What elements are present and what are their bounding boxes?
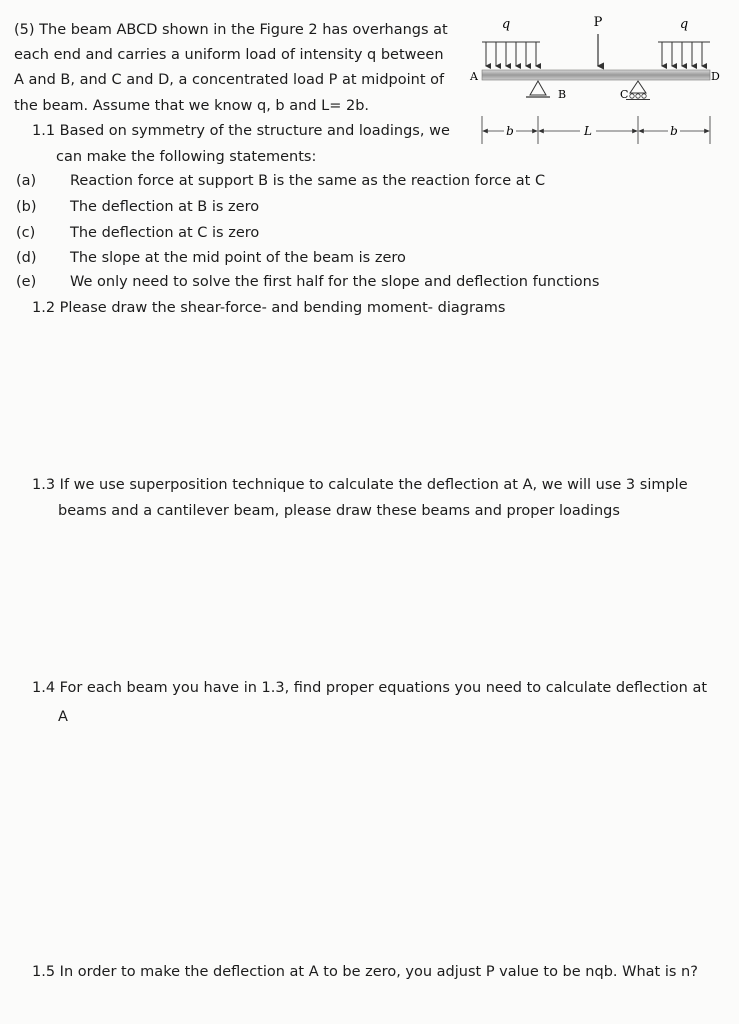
intro-line-1: (5) The beam ABCD shown in the Figure 2 has overhangs at bbox=[14, 22, 448, 38]
p-label: P bbox=[593, 15, 603, 30]
intro-line-3: A and B, and C and D, a concentrated load P at midpoint of bbox=[14, 72, 445, 88]
item-text: The deflection at B is zero bbox=[70, 199, 260, 215]
item-label: (c) bbox=[16, 225, 36, 241]
distributed-load-left bbox=[482, 17, 540, 66]
intro-line-4: the beam. Assume that we know q, b and L= 2b. bbox=[14, 98, 370, 114]
item-text: We only need to solve the first half for the slope and deflection functions bbox=[70, 274, 600, 290]
q12-text: 1.2 Please draw the shear-force- and bending moment- diagrams bbox=[32, 300, 506, 316]
label-b: B bbox=[558, 88, 567, 101]
q15-text: 1.5 In order to make the deflection at A to be zero, you adjust P value to be nqb. What is n? bbox=[32, 964, 698, 980]
label-d: D bbox=[711, 70, 720, 83]
q14-line-1: 1.4 For each beam you have in 1.3, find proper equations you need to calculate deflection at bbox=[32, 680, 708, 696]
intro-line-2: each end and carries a uniform load of intensity q between bbox=[14, 47, 444, 63]
q13-line-2: beams and a cantilever beam, please draw these beams and proper loadings bbox=[58, 503, 620, 519]
dim-l: L bbox=[584, 124, 592, 138]
item-label: (d) bbox=[16, 250, 37, 266]
q-left-label: q bbox=[501, 17, 511, 32]
support-b bbox=[526, 81, 566, 101]
beam-figure bbox=[462, 4, 722, 154]
dimension-lines bbox=[482, 116, 710, 144]
q13-line-1: 1.3 If we use superposition technique to calculate the deflection at A, we will use 3 simple bbox=[32, 477, 688, 493]
support-c bbox=[620, 81, 650, 101]
q-right-label: q bbox=[679, 17, 689, 32]
label-c: C bbox=[620, 88, 629, 101]
dim-b-right: b bbox=[670, 124, 678, 138]
beam bbox=[482, 70, 710, 80]
q11-line-2: can make the following statements: bbox=[56, 149, 317, 165]
dim-b-left: b bbox=[506, 124, 514, 138]
point-load-p bbox=[594, 15, 603, 66]
item-label: (a) bbox=[16, 173, 37, 189]
label-a: A bbox=[470, 70, 478, 83]
item-label: (e) bbox=[16, 274, 37, 290]
item-text: The slope at the mid point of the beam is zero bbox=[70, 250, 406, 266]
q14-line-2: A bbox=[58, 709, 68, 725]
item-label: (b) bbox=[16, 199, 37, 215]
distributed-load-right bbox=[658, 17, 710, 66]
q11-line-1: 1.1 Based on symmetry of the structure and loadings, we bbox=[32, 123, 450, 139]
item-text: Reaction force at support B is the same as the reaction force at C bbox=[70, 173, 546, 189]
item-text: The deflection at C is zero bbox=[70, 225, 260, 241]
